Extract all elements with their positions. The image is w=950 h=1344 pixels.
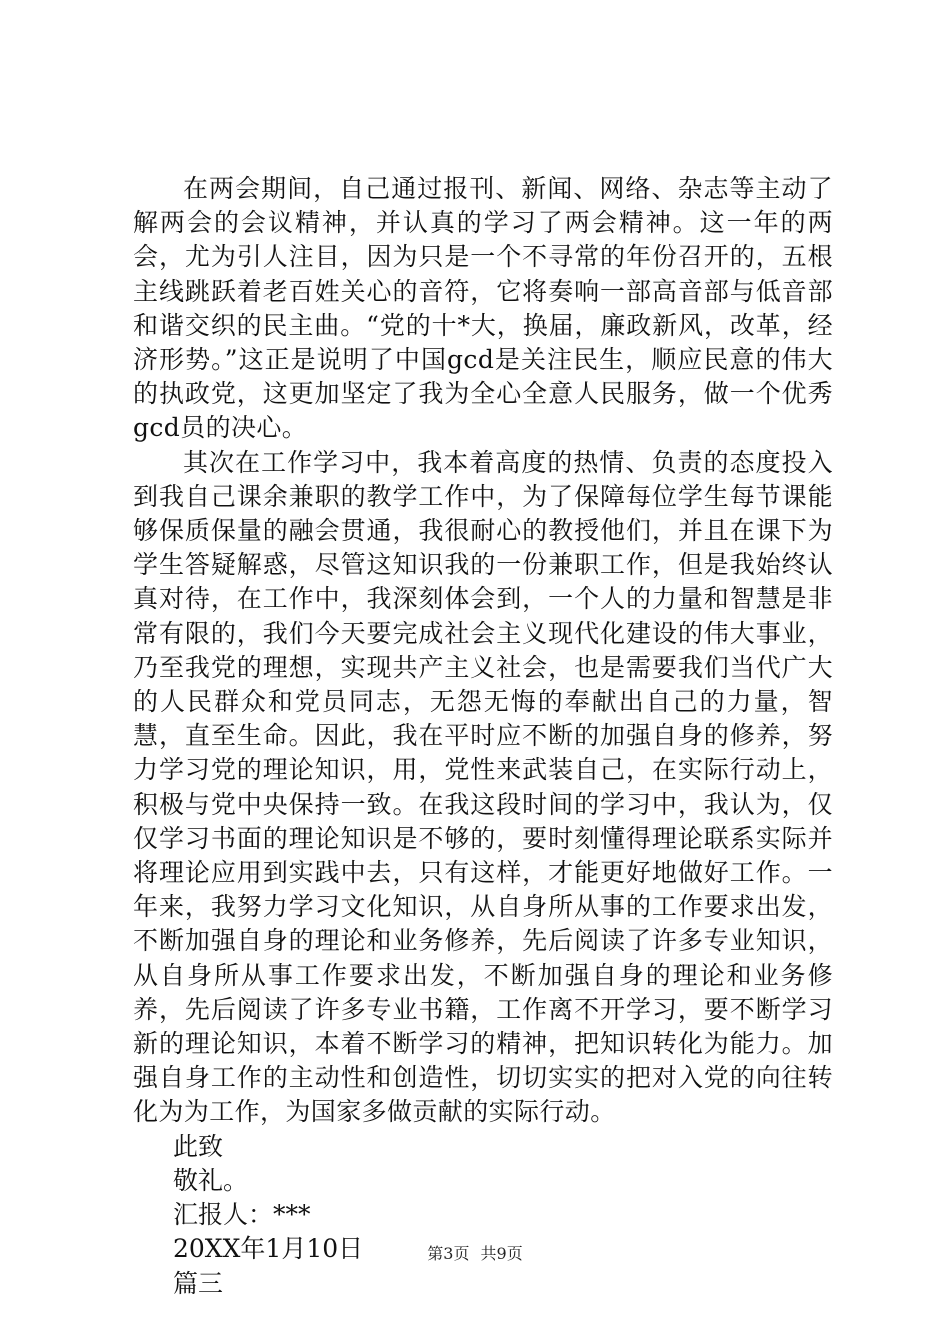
paragraph-work-study: 其次在工作学习中，我本着高度的热情、负责的态度投入到我自己课余兼职的教学工作中，为了保障每位学生每节课能够保质保量的融会贯通，我很耐心的教授他们，并且在课下为学生答疑解惑，尽管这知识我的一份兼职工作，但是我始终认真对待，在工作中，我深刻体会到，一个人的力量和智慧是非常有限的，我们今天要完成社会主义现代化建设的伟大事业，乃至我党的理想，实现共产主义社会，也是需要我们当代广大的人民群众和党员同志，无怨无悔的奉献出自己的力量，智慧，直至生命。因此，我在平时应不断的加强自身的修养，努力学习党的理论知识，用，党性来武装自己，在实际行动上，积极与党中央保持一致。在我这段时间的学习中，我认为，仅仅学习书面的理论知识是不够的，要时刻懂得理论联系实际并将理论应用到实践中去，只有这样，才能更好地做好工作。一年来，我努力学习文化知识，从自身所从事的工作要求出发，不断加强自身的理论和业务修养，先后阅读了许多专业知识，从自身所从事工作要求出发，不断加强自身的理论和业务修养，先后阅读了许多专业书籍，工作离不开学习，要不断学习新的理论知识，本着不断学习的精神，把知识转化为能力。加强自身工作的主动性和创造性，切切实实的把对入党的向往转化为为工作，为国家多做贡献的实际行动。 [133, 447, 833, 1127]
salutation-jingli: 敬礼。 [173, 1165, 249, 1195]
reporter-signature: 汇报人：*** [173, 1200, 311, 1230]
page-number-total: 共9页 [480, 1244, 523, 1263]
next-section-heading: 篇三 [173, 1268, 224, 1298]
salutation-cizhi: 此致 [173, 1131, 224, 1161]
page-number-current: 第3页 [427, 1244, 470, 1263]
paragraph-two-sessions: 在两会期间，自己通过报刊、新闻、网络、杂志等主动了解两会的会议精神，并认真的学习了两会精神。这一年的两会，尤为引人注目，因为只是一个不寻常的年份召开的，五根主线跳跃着老百姓关心的音符，它将奏响一部高音部与低音部和谐交织的民主曲。“党的十*大，换届，廉政新风，改革，经济形势。”这正是说明了中国gcd是关注民生，顺应民意的伟大的执政党，这更加坚定了我为全心全意人民服务，做一个优秀gcd员的决心。 [133, 174, 833, 443]
report-date: 20XX年1月10日 [173, 1234, 364, 1264]
page-footer [0, 1244, 950, 1264]
document-body [133, 172, 833, 1301]
